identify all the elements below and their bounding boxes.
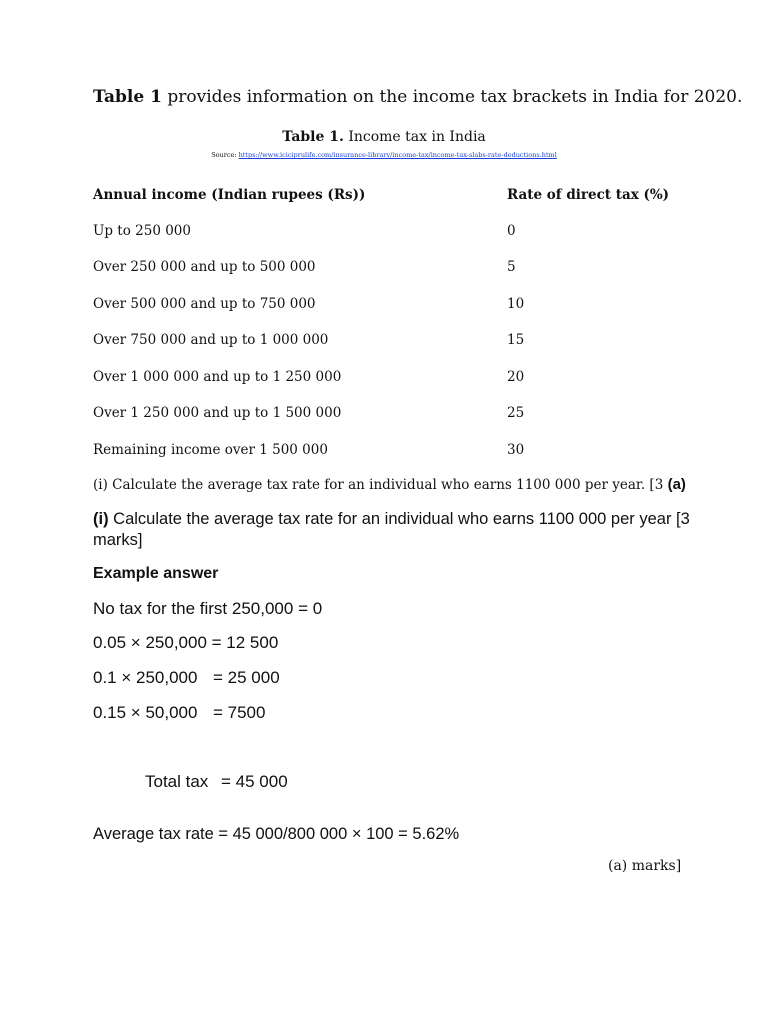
calc-line: [93, 633, 278, 653]
calc-line: [93, 703, 265, 723]
intro-rest: provides information on the income tax brackets in India for 2020.: [161, 87, 743, 107]
row-rate: 0: [507, 223, 516, 239]
row-income: Remaining income over 1 500 000: [93, 442, 328, 458]
row-income: Over 1 250 000 and up to 1 500 000: [93, 405, 342, 421]
question-large-prefix: (i): [93, 510, 109, 528]
row-rate: 20: [507, 369, 525, 385]
question-large-text: Calculate the average tax rate for an individual who earns 1100 000 per year [3 marks]: [93, 510, 690, 549]
calc-rhs: = 12 500: [206, 633, 279, 652]
row-income: Over 250 000 and up to 500 000: [93, 259, 316, 275]
row-rate: 30: [507, 442, 525, 458]
source-label: Source:: [211, 151, 239, 159]
row-income: Up to 250 000: [93, 223, 191, 239]
question-large: [93, 509, 693, 551]
total-label: Total tax: [145, 772, 209, 791]
question-small-tail: (a): [667, 476, 686, 493]
average-tax-rate: Average tax rate = 45 000/800 000 × 100 = 5.62%: [93, 825, 460, 843]
calc-lhs: 0.05 × 250,000: [93, 633, 207, 652]
row-income: Over 1 000 000 and up to 1 250 000: [93, 369, 342, 385]
total-value: = 45 000: [221, 772, 288, 791]
row-rate: 15: [507, 332, 525, 348]
source-link[interactable]: https://www.iciciprulife.com/insurance-library/income-tax/income-tax-slabs-rate-deductions.html: [238, 151, 557, 159]
row-rate: 25: [507, 405, 525, 421]
row-rate: 5: [507, 259, 516, 275]
calc-lhs: No tax for the first 250,000: [93, 599, 294, 618]
header-tax-rate: Rate of direct tax (%): [507, 187, 670, 203]
row-rate: 10: [507, 296, 525, 312]
header-annual-income: Annual income (Indian rupees (Rs)): [93, 187, 366, 203]
table-caption-rest: Income tax in India: [343, 129, 486, 145]
calc-rhs: = 7500: [213, 703, 266, 722]
intro-bold: Table 1: [93, 87, 162, 107]
table-source: [0, 151, 768, 159]
example-heading: Example answer: [93, 565, 219, 582]
row-income: Over 500 000 and up to 750 000: [93, 296, 316, 312]
calc-rhs: = 25 000: [213, 668, 280, 687]
intro-sentence: [93, 87, 742, 107]
calc-line: [93, 668, 280, 688]
calc-line: [93, 599, 322, 619]
table-caption: [0, 129, 768, 145]
calc-lhs: 0.15 × 50,000: [93, 703, 198, 722]
question-small: [93, 476, 686, 493]
calc-lhs: 0.1 × 250,000: [93, 668, 198, 687]
total-tax: [145, 772, 288, 792]
marks-note: (a) marks]: [608, 858, 682, 874]
question-small-text: (i) Calculate the average tax rate for an individual who earns 1100 000 per year. [3: [93, 477, 668, 493]
row-income: Over 750 000 and up to 1 000 000: [93, 332, 329, 348]
calc-rhs: = 0: [293, 599, 323, 618]
table-caption-bold: Table 1.: [282, 129, 344, 145]
